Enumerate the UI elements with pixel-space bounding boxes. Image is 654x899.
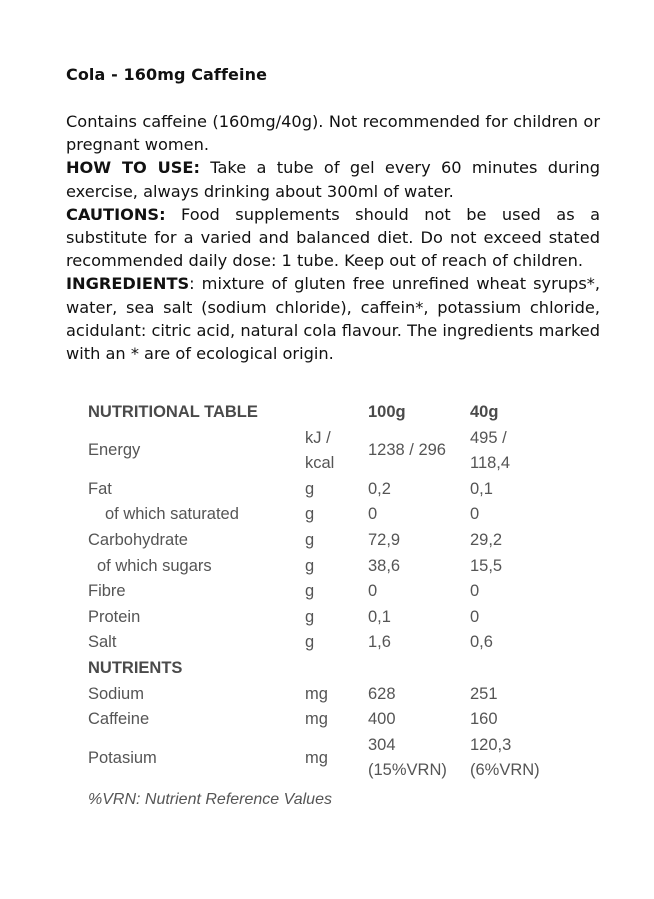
potasium-per-40g [470, 733, 540, 784]
table-row [88, 502, 558, 528]
row-unit: g [305, 556, 315, 575]
energy-unit-kj: kJ / [305, 428, 331, 447]
row-per-40g: 0 [470, 582, 480, 601]
potasium-label: Potasium [88, 748, 157, 767]
how-to-use-text: Take a tube of gel every 60 minutes during exercise, always drinking about 300ml of water. [66, 158, 600, 201]
energy-label: Energy [88, 441, 141, 460]
row-unit: g [305, 505, 315, 524]
table-row [88, 477, 558, 503]
energy-per-40g-kj: 495 / [470, 428, 507, 447]
table-header-label: NUTRITIONAL TABLE [88, 403, 258, 421]
row-label: Fat [88, 479, 112, 498]
row-per-40g: 0,1 [470, 479, 493, 498]
row-label: Sodium [88, 684, 144, 703]
caffeine-warning: Contains caffeine (160mg/40g). Not recommended for children or pregnant women. [66, 112, 600, 155]
nutrients-heading: NUTRIENTS [88, 658, 183, 677]
table-row [88, 630, 558, 656]
row-per-40g: 251 [470, 684, 498, 703]
table-header-row [88, 400, 558, 426]
nutritional-table [88, 400, 558, 813]
cautions-paragraph [66, 203, 600, 273]
row-label: Protein [88, 607, 141, 626]
table-row [88, 605, 558, 631]
row-unit: g [305, 607, 315, 626]
how-to-use-label: HOW TO USE: [66, 158, 200, 178]
row-unit: g [305, 479, 315, 498]
table-row [88, 528, 558, 554]
row-per-100g: 0 [368, 505, 378, 524]
how-to-use-paragraph [66, 156, 600, 202]
row-unit: g [305, 530, 315, 549]
row-label: Caffeine [88, 710, 150, 729]
ingredients-text: : mixture of gluten free unrefined wheat syrups*, water, sea salt (sodium chloride), caffein*, potassium chloride, acidulant: citric acid, natural cola flavour. The ingredients marked with an * are of ecological origin. [66, 274, 600, 364]
potasium-row [88, 733, 558, 784]
ingredients-paragraph [66, 272, 600, 365]
potasium-unit: mg [305, 748, 328, 767]
row-per-100g: 38,6 [368, 556, 401, 575]
table-row [88, 682, 558, 708]
row-unit: mg [305, 684, 328, 703]
energy-per-40g [470, 426, 510, 477]
row-per-40g: 0 [470, 505, 480, 524]
row-per-100g: 628 [368, 684, 396, 703]
row-per-40g: 160 [470, 710, 498, 729]
product-description [66, 110, 600, 365]
table-row [88, 579, 558, 605]
row-label: Salt [88, 633, 117, 652]
potasium-per-40g-vrn: (6%VRN) [470, 761, 540, 780]
row-label: Carbohydrate [88, 530, 188, 549]
energy-unit-kcal: kcal [305, 454, 335, 473]
row-label: of which saturated [105, 505, 239, 524]
row-unit: g [305, 582, 315, 601]
potasium-per-40g-value: 120,3 [470, 735, 512, 754]
row-per-100g: 0,1 [368, 607, 391, 626]
potasium-per-100g-vrn: (15%VRN) [368, 761, 447, 780]
row-per-40g: 0,6 [470, 633, 493, 652]
row-unit: g [305, 633, 315, 652]
energy-per-100g: 1238 / 296 [368, 441, 446, 460]
row-per-100g: 0 [368, 582, 378, 601]
row-label: Fibre [88, 582, 126, 601]
nutrients-heading-row [88, 656, 558, 682]
potasium-per-100g [368, 733, 447, 784]
row-per-40g: 29,2 [470, 530, 503, 549]
energy-per-40g-kcal: 118,4 [470, 454, 511, 473]
cautions-text: Food supplements should not be used as a substitute for a varied and balanced diet. Do not exceed stated recommended daily dose: 1 tube. Keep out of reach of children. [66, 204, 600, 271]
vrn-footnote: %VRN: Nutrient Reference Values [88, 790, 332, 808]
energy-unit [305, 426, 334, 477]
row-per-100g: 72,9 [368, 530, 401, 549]
column-header-100g: 100g [368, 403, 406, 421]
row-per-100g: 1,6 [368, 633, 391, 652]
row-per-40g: 15,5 [470, 556, 503, 575]
energy-row [88, 426, 558, 477]
row-label: of which sugars [97, 556, 212, 575]
table-row [88, 554, 558, 580]
cautions-label: CAUTIONS: [66, 204, 166, 224]
row-per-100g: 0,2 [368, 479, 391, 498]
product-title: Cola - 160mg Caffeine [66, 65, 268, 84]
row-unit: mg [305, 710, 328, 729]
column-header-40g: 40g [470, 403, 499, 421]
potasium-per-100g-value: 304 [368, 735, 396, 754]
table-row [88, 707, 558, 733]
row-per-40g: 0 [470, 607, 480, 626]
row-per-100g: 400 [368, 710, 396, 729]
ingredients-label: INGREDIENTS [66, 274, 190, 294]
